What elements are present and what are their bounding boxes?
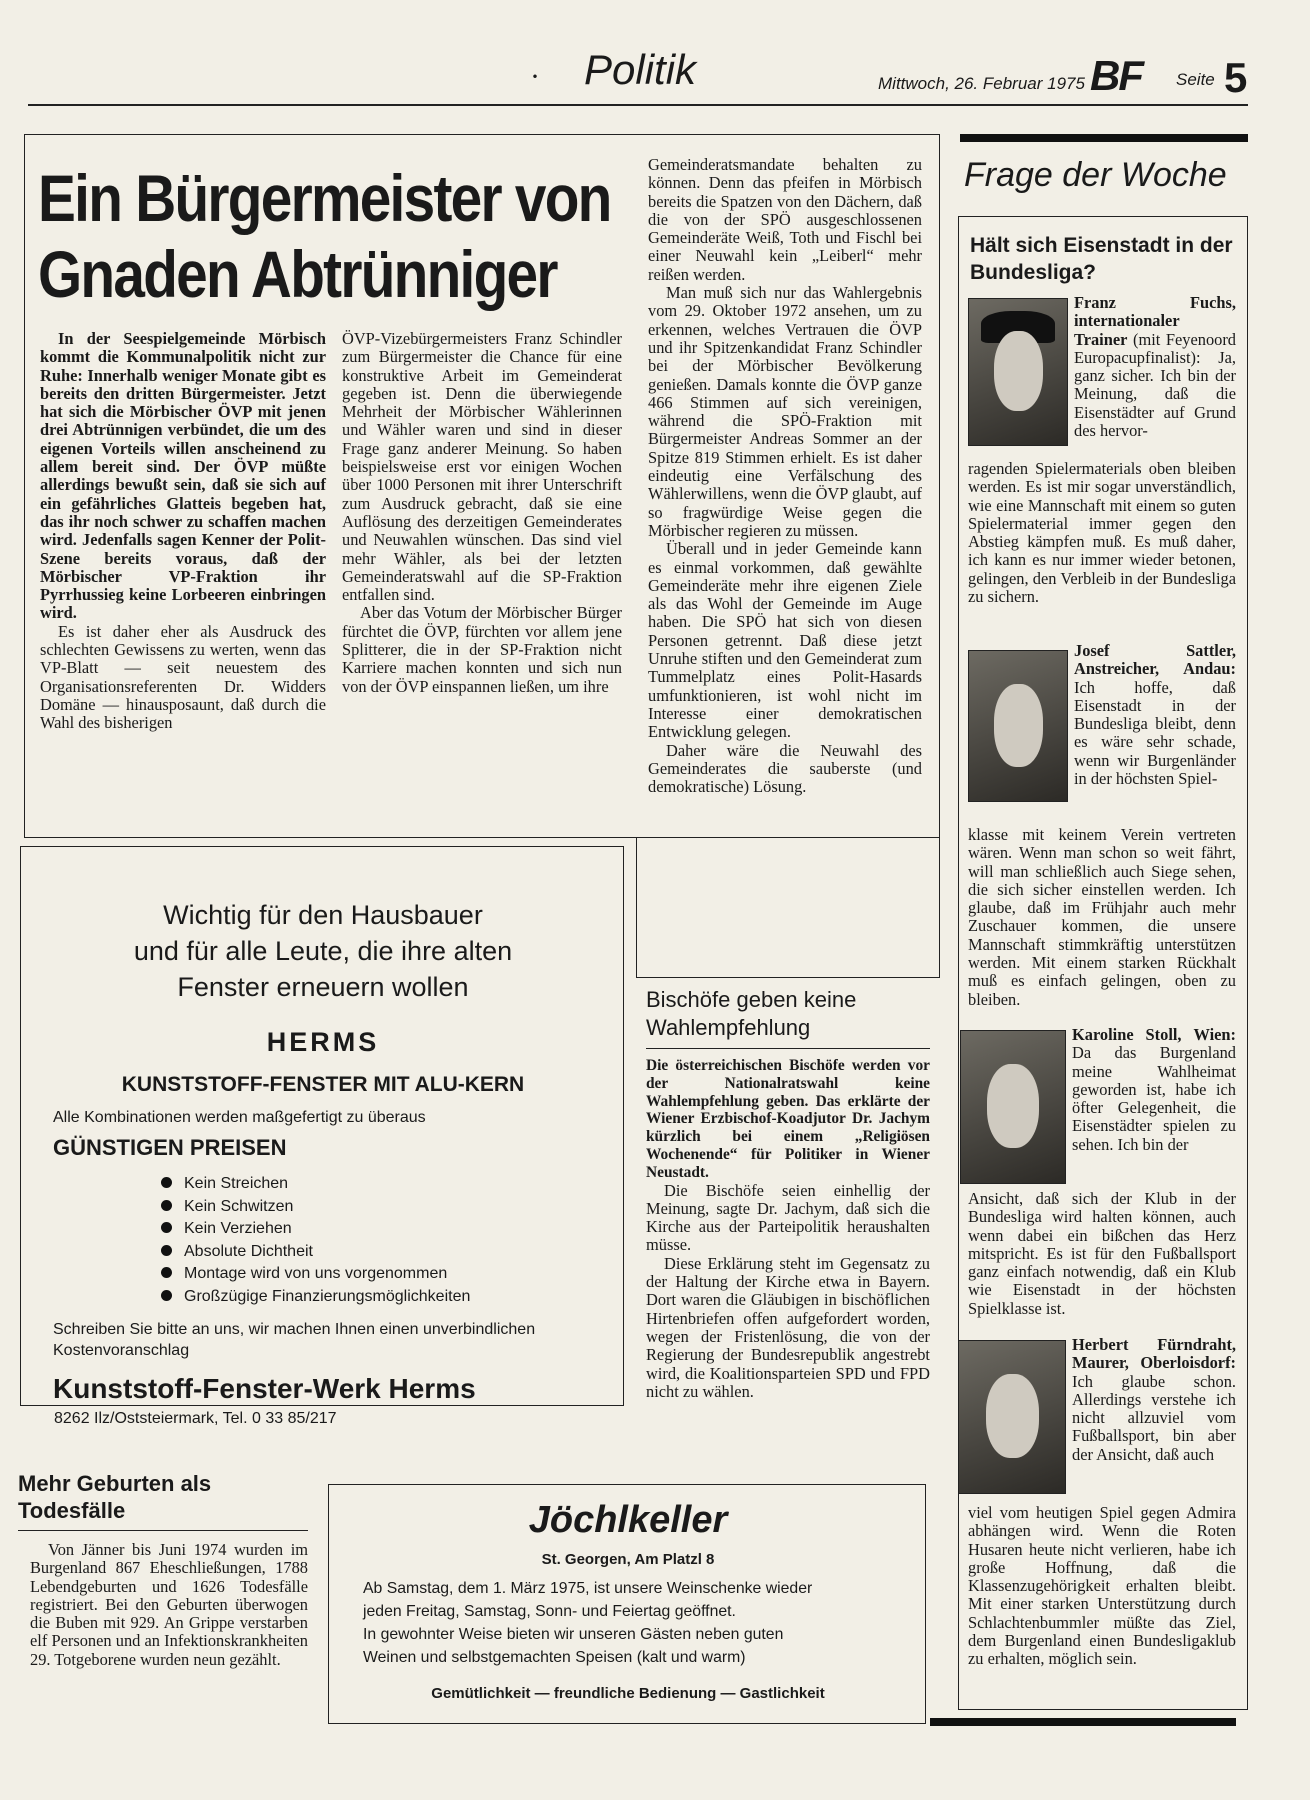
article-paragraph: Man muß sich nur das Wahlergebnis vom 29. Oktober 1972 ansehen, um zu erkennen, welches Vertrauen die ÖVP und ihr Spitzenkandidat Franz Schindler bei der Mörbischer Bevölkerung genießen. Damals konnte die ÖVP ganze 466 Stimmen auf sich vereinigen, während die SPÖ-Fraktion mit Bürgermeister Andreas Sommer an der Spitze 819 Stimmen erhielt. Es ist daher eindeutig eine Verfälschung des Wählerwillens, wenn die ÖVP glaubt, auf so fragwürdige Weise gegen die Mörbischer regieren zu müssen.: [648, 283, 922, 540]
article-paragraph: Aber das Votum der Mörbischer Bürger fürchtet die ÖVP, fürchten vor allem jene Splitterer, die in der SP-Fraktion nicht Karriere machen konnten und sich nun von der ÖVP einspannen ließen, um ihre: [342, 603, 622, 696]
ad-feature-list: [161, 1173, 470, 1309]
fdw-answer-cont: ragenden Spielermaterials oben bleiben werden. Es ist mir sogar unverständlich, wie eine Mannschaft mit einem so guten Spielermaterial immer gegen den Abstieg kämpfen muß. Es muß daher, ich kann es nur immer wieder betonen, gelingen, den Verbleib in der Bundesliga zu sichern.: [968, 459, 1236, 607]
article-lead: In der Seespielgemeinde Mörbisch kommt die Kommunalpolitik nicht zur Ruhe: Innerhalb weniger Monate gibt es bereits den dritten Bürgermeister. Jetzt hat sich die Mörbischer ÖVP mit jenen drei Abtrünnigen verbündet, die um des eigenen Vorteils willen anscheinend zu allem bereit sind. Der ÖVP müßte allerdings bewußt sein, daß sie sich auf ein gefährliches Glatteis begeben hat, das ihr noch schwer zu schaffen machen wird. Jedenfalls sagen Kenner der Polit-Szene bereits voraus, daß der Mörbischer VP-Fraktion ihr Pyrrhussieg keine Lorbeeren einbringen wird.: [40, 329, 326, 623]
page-number: 5: [1224, 54, 1248, 101]
newspaper-logo: BF: [1090, 52, 1142, 99]
article-paragraph: Von Jänner bis Juni 1974 wurden im Burgenland 867 Eheschließungen, 1788 Lebendgeburten und 1626 Todesfälle registriert. Bei den Geburten überwogen die Buben mit 929. An Grippe verstarben elf Personen und an Infektionskrankheiten 29. Totgeborene wurden neun gezählt.: [30, 1540, 308, 1669]
fdw-answer: Herbert Fürndraht, Maurer, Oberloisdorf: Ich glaube schon. Allerdings verstehe ich nicht allzuviel vom Fußballsport, bin aber der Ansicht, daß auch: [1072, 1335, 1236, 1464]
ad-feature-item: Kein Streichen: [161, 1173, 470, 1196]
article-col-1: [40, 330, 326, 733]
article-paragraph: Daher wäre die Neuwahl des Gemeinderates die sauberste (und demokratische) Lösung.: [648, 740, 922, 797]
geburten-article: [18, 1470, 308, 1669]
ad-text-line: In gewohnter Weise bieten wir unseren Gästen neben guten: [363, 1626, 784, 1643]
ad-brand: HERMS: [266, 1027, 380, 1057]
portrait-photo: [968, 650, 1068, 802]
respondent-name: Franz Fuchs,: [1074, 293, 1236, 312]
fdw-answer-cont: Ansicht, daß sich der Klub in der Bundesliga wird halten können, auch wenn dabei ein bißchen das Herz mitspricht. Es ist für den Fußballsport ganz einfach notwendig, daß ein Klub wie Eisenstadt in der höchsten Spielklasse ist.: [968, 1189, 1236, 1318]
ad-text-line: Ab Samstag, dem 1. März 1975, ist unsere Weinschenke wieder: [363, 1580, 813, 1597]
headline-line-2: Gnaden Abtrünniger: [38, 237, 557, 311]
ad-product: KUNSTSTOFF-FENSTER MIT ALU-KERN: [121, 1073, 525, 1096]
ad-headline-line-3: Fenster erneuern wollen: [177, 972, 469, 1002]
bischoefe-article: [646, 986, 930, 1401]
herms-advertisement: [20, 846, 624, 1406]
headline-line-1: Ein Bürgermeister von: [38, 161, 611, 235]
header-dot: ·: [530, 60, 540, 93]
article-title-line-2: Todesfälle: [18, 1498, 126, 1523]
bullet-icon: [161, 1245, 172, 1256]
article-title-line-1: Mehr Geburten als: [18, 1471, 212, 1496]
fdw-answer-cont: klasse mit keinem Verein vertreten wären. Wenn man schon so weit fährt, will man schließlich auch Siege sehen, die sich sicher einstellen werden. Ich glaube, daß im Frühjahr auch mehr Zuschauer kommen, die unsere Mannschaft stimmkräftig unterstützen werden. Mit einem starken Rückhalt muß es einfach gelingen, oben zu bleiben.: [968, 825, 1236, 1009]
ad-feature-item: Großzügige Finanzierungsmöglichkeiten: [161, 1286, 470, 1309]
fdw-top-bar: [960, 134, 1248, 142]
fdw-answer: Karoline Stoll, Wien: Da das Burgenland meine Wahlheimat geworden ist, habe ich öfter Gelegenheit, die Eisenstädter spielen zu sehen. Ich bin der: [1072, 1025, 1236, 1154]
article-title-line-1: Bischöfe geben keine: [646, 987, 857, 1012]
page-label: Seite: [1176, 70, 1215, 89]
main-headline: [38, 160, 611, 312]
article-paragraph: Es ist daher eher als Ausdruck des schlechten Gewissens zu werten, wenn das VP-Blatt — seit neuestem des Organisationsreferenten Dr. Widders Domäne — hinausposaunt, daß durch die Wahl des bisherigen: [40, 621, 326, 733]
bullet-icon: [161, 1290, 172, 1301]
article-title-line-2: Wahlempfehlung: [646, 1015, 811, 1040]
ad-feature-item: Absolute Dichtheit: [161, 1241, 470, 1264]
main-article-col3-frame: [636, 838, 940, 978]
article-col-3: [648, 156, 922, 796]
ad-combinations: Alle Kombinationen werden maßgefertigt zu überaus: [53, 1109, 426, 1126]
respondent-desc: internationaler Trainer: [1074, 311, 1180, 349]
respondent-desc: Maurer, Oberloisdorf:: [1072, 1353, 1236, 1373]
respondent-name: Herbert Fürndraht,: [1072, 1335, 1236, 1354]
ad-prices: GÜNSTIGEN PREISEN: [53, 1135, 287, 1160]
article-paragraph: ÖVP-Vizebürgermeisters Franz Schindler zum Bürgermeister die Chance für eine konstruktive Arbeit im Gemeinderat gegeben ist. Denn die überwiegende Mehrheit der Mörbischer Wählerinnen und Wähler waren und sind in dieser Frage ganz anderer Meinung. So haben beispielsweise erst vor einigen Wochen über 1000 Personen mit ihrer Unterschrift zum Ausdruck gebracht, daß sie eine Auflösung des derzeitigen Gemeinderates und Neuwahlen wünschen. Das sind viel mehr Wähler, als bei der letzten Gemeinderatswahl auf die SP-Fraktion entfallen sind.: [342, 329, 622, 605]
respondent-desc: Anstreicher, Andau:: [1074, 659, 1236, 679]
respondent-desc: Wien:: [1193, 1025, 1236, 1044]
article-paragraph: Die Bischöfe seien einhellig der Meinung, sagte Dr. Jachym, daß sich die Kirche aus der Parteipolitik heraushalten müsse.: [646, 1180, 930, 1255]
article-paragraph: Überall und in jeder Gemeinde kann es einmal vorkommen, daß gewählte Gemeinderäte mehr ihre eigenen Ziele als das Wohl der Gemeinde im Auge haben. Die SPÖ hat sich von diesen Personen getrennt. Daß diese jetzt Unruhe stiften und den Gemeinderat zum Tummelplatz eines Polit-Hasards umfunktionieren, ist wohl nicht im Interesse einer demokratischen Entwicklung gelegen.: [648, 539, 922, 742]
fdw-answer: Franz Fuchs, internationaler Trainer (mit Feyenoord Europacupfinalist): Ja, ganz sicher. Ich bin der Meinung, daß die Eisenstädter auf Grund des hervor-: [1074, 293, 1236, 441]
bullet-icon: [161, 1200, 172, 1211]
bullet-icon: [161, 1267, 172, 1278]
ad-slogan: Gemütlichkeit — freundliche Bedienung — Gastlichkeit: [431, 1685, 825, 1702]
fdw-bottom-bar: [930, 1718, 1236, 1726]
portrait-photo: [968, 298, 1068, 446]
respondent-name: Karoline Stoll,: [1072, 1025, 1182, 1044]
bullet-icon: [161, 1177, 172, 1188]
header-rule: [28, 104, 1248, 106]
fdw-answer: Josef Sattler, Anstreicher, Andau: Ich hoffe, daß Eisenstadt in der Bundesliga bleibt, denn es wäre sehr schade, wenn wir Burgenländer in der höchsten Spiel-: [1074, 641, 1236, 789]
ad-text-line: jeden Freitag, Samstag, Sonn- und Feiertag geöffnet.: [363, 1603, 736, 1620]
ad-headline-line-2: und für alle Leute, die ihre alten: [133, 936, 513, 966]
article-paragraph: Gemeinderatsmandate behalten zu können. Denn das pfeifen in Mörbisch bereits die Spatzen von den Dächern, daß die von der SPÖ ausgeschlossenen Gemeinderäte Weiß, Toth und Fischl bei einer Neuwahl kein „Leiberl“ mehr reißen werden.: [648, 155, 922, 284]
portrait-photo: [958, 1340, 1066, 1494]
ad-name: Jöchlkeller: [528, 1499, 728, 1541]
ad-feature-item: Kein Verziehen: [161, 1218, 470, 1241]
fdw-answer-cont: viel vom heutigen Spiel gegen Admira abhängen wird. Wenn die Roten Husaren heute nicht verlieren, habe ich große Hoffnung, daß die Klassenzugehörigkeit erhalten bleibt. Mit einer starken Unterstützung durch Schlachtenbummler müßte das Ziel, dem Burgenland einen Bundesligaklub zu erhalten, möglich sein.: [968, 1503, 1236, 1669]
ad-headline-line-1: Wichtig für den Hausbauer: [163, 900, 483, 930]
section-title: Politik: [584, 46, 697, 93]
fdw-title: Frage der Woche: [964, 156, 1227, 194]
issue-date: Mittwoch, 26. Februar 1975: [878, 74, 1085, 93]
ad-feature-item: Kein Schwitzen: [161, 1196, 470, 1219]
article-lead: Die österreichischen Bischöfe werden vor der Nationalratswahl keine Wahlempfehlung geben. Das erklärte der Wiener Erzbischof-Koadjutor Dr. Jachym kürzlich bei einem „Religiösen Wochenende“ für Politiker in Wiener Neustadt.: [646, 1057, 930, 1181]
ad-text-line: Weinen und selbstgemachten Speisen (kalt und warm): [363, 1649, 746, 1666]
portrait-photo: [960, 1030, 1066, 1184]
ad-address: 8262 Ilz/Oststeiermark, Tel. 0 33 85/217: [54, 1410, 337, 1427]
respondent-name: Josef Sattler,: [1074, 641, 1236, 660]
ad-call-to-action: Schreiben Sie bitte an uns, wir machen Ihnen einen unverbindlichen Kostenvoranschlag: [53, 1321, 536, 1359]
ad-feature-item: Montage wird von uns vorgenommen: [161, 1263, 470, 1286]
ad-company: Kunststoff-Fenster-Werk Herms: [53, 1373, 476, 1404]
article-col-2: [342, 330, 622, 696]
bullet-icon: [161, 1222, 172, 1233]
fdw-question: Hält sich Eisenstadt in der Bundesliga?: [970, 234, 1233, 284]
article-paragraph: Diese Erklärung steht im Gegensatz zu der Haltung der Kirche etwa in Bayern. Dort waren die Gläubigen in bischöflichen Hirtenbriefen offen aufgefordert worden, wegen der Fristenlösung, die von der Regierung der Bundesrepublik angestrebt wird, die Koalitionsparteien SPD und FPD nicht zu wählen.: [646, 1253, 930, 1401]
joechlkeller-advertisement: [328, 1484, 926, 1724]
ad-address: St. Georgen, Am Platzl 8: [541, 1551, 715, 1568]
